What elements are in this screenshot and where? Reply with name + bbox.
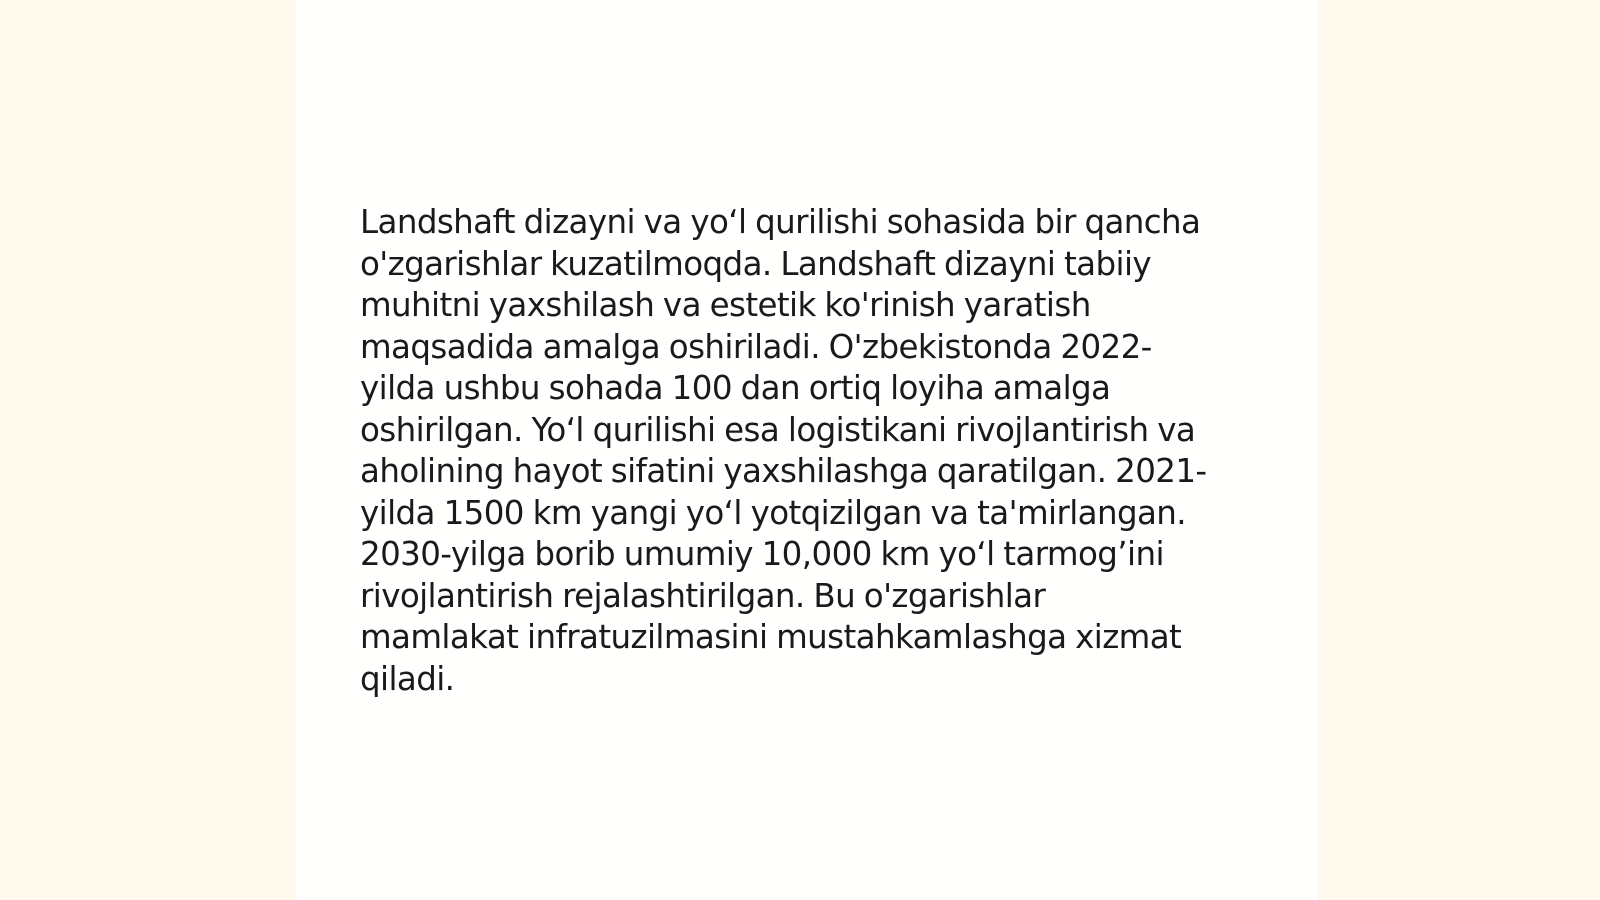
paragraph-line-3: muhitni yaxshilash va estetik ko'rinish yaratish bbox=[360, 286, 1091, 324]
paragraph-line-9: 2030-yilga borib umumiy 10,000 km yo‘l tarmog’ini bbox=[360, 535, 1164, 573]
paragraph-line-4: maqsadida amalga oshiriladi. O'zbekistonda 2022- bbox=[360, 327, 1152, 366]
paragraph-line-6: oshirilgan. Yo‘l qurilishi esa logistikani rivojlantirish va bbox=[360, 410, 1196, 449]
paragraph-line-5: yilda ushbu sohada 100 dan ortiq loyiha amalga bbox=[360, 369, 1111, 407]
document-page bbox=[296, 0, 1318, 900]
paragraph-line-12: qiladi. bbox=[360, 659, 455, 698]
paragraph-line-2: o'zgarishlar kuzatilmoqda. Landshaft dizayni tabiiy bbox=[360, 244, 1152, 283]
paragraph-line-8: yilda 1500 km yangi yo‘l yotqizilgan va ta'mirlangan. bbox=[360, 493, 1187, 532]
paragraph-line-1: Landshaft dizayni va yo‘l qurilishi sohasida bir qancha bbox=[360, 203, 1201, 241]
paragraph-line-10: rivojlantirish rejalashtirilgan. Bu o'zgarishlar bbox=[360, 576, 1046, 615]
body-paragraph bbox=[360, 202, 1260, 700]
paragraph-line-7: aholining hayot sifatini yaxshilashga qaratilgan. 2021- bbox=[360, 452, 1207, 490]
paragraph-line-11: mamlakat infratuzilmasini mustahkamlashga xizmat bbox=[360, 618, 1182, 656]
